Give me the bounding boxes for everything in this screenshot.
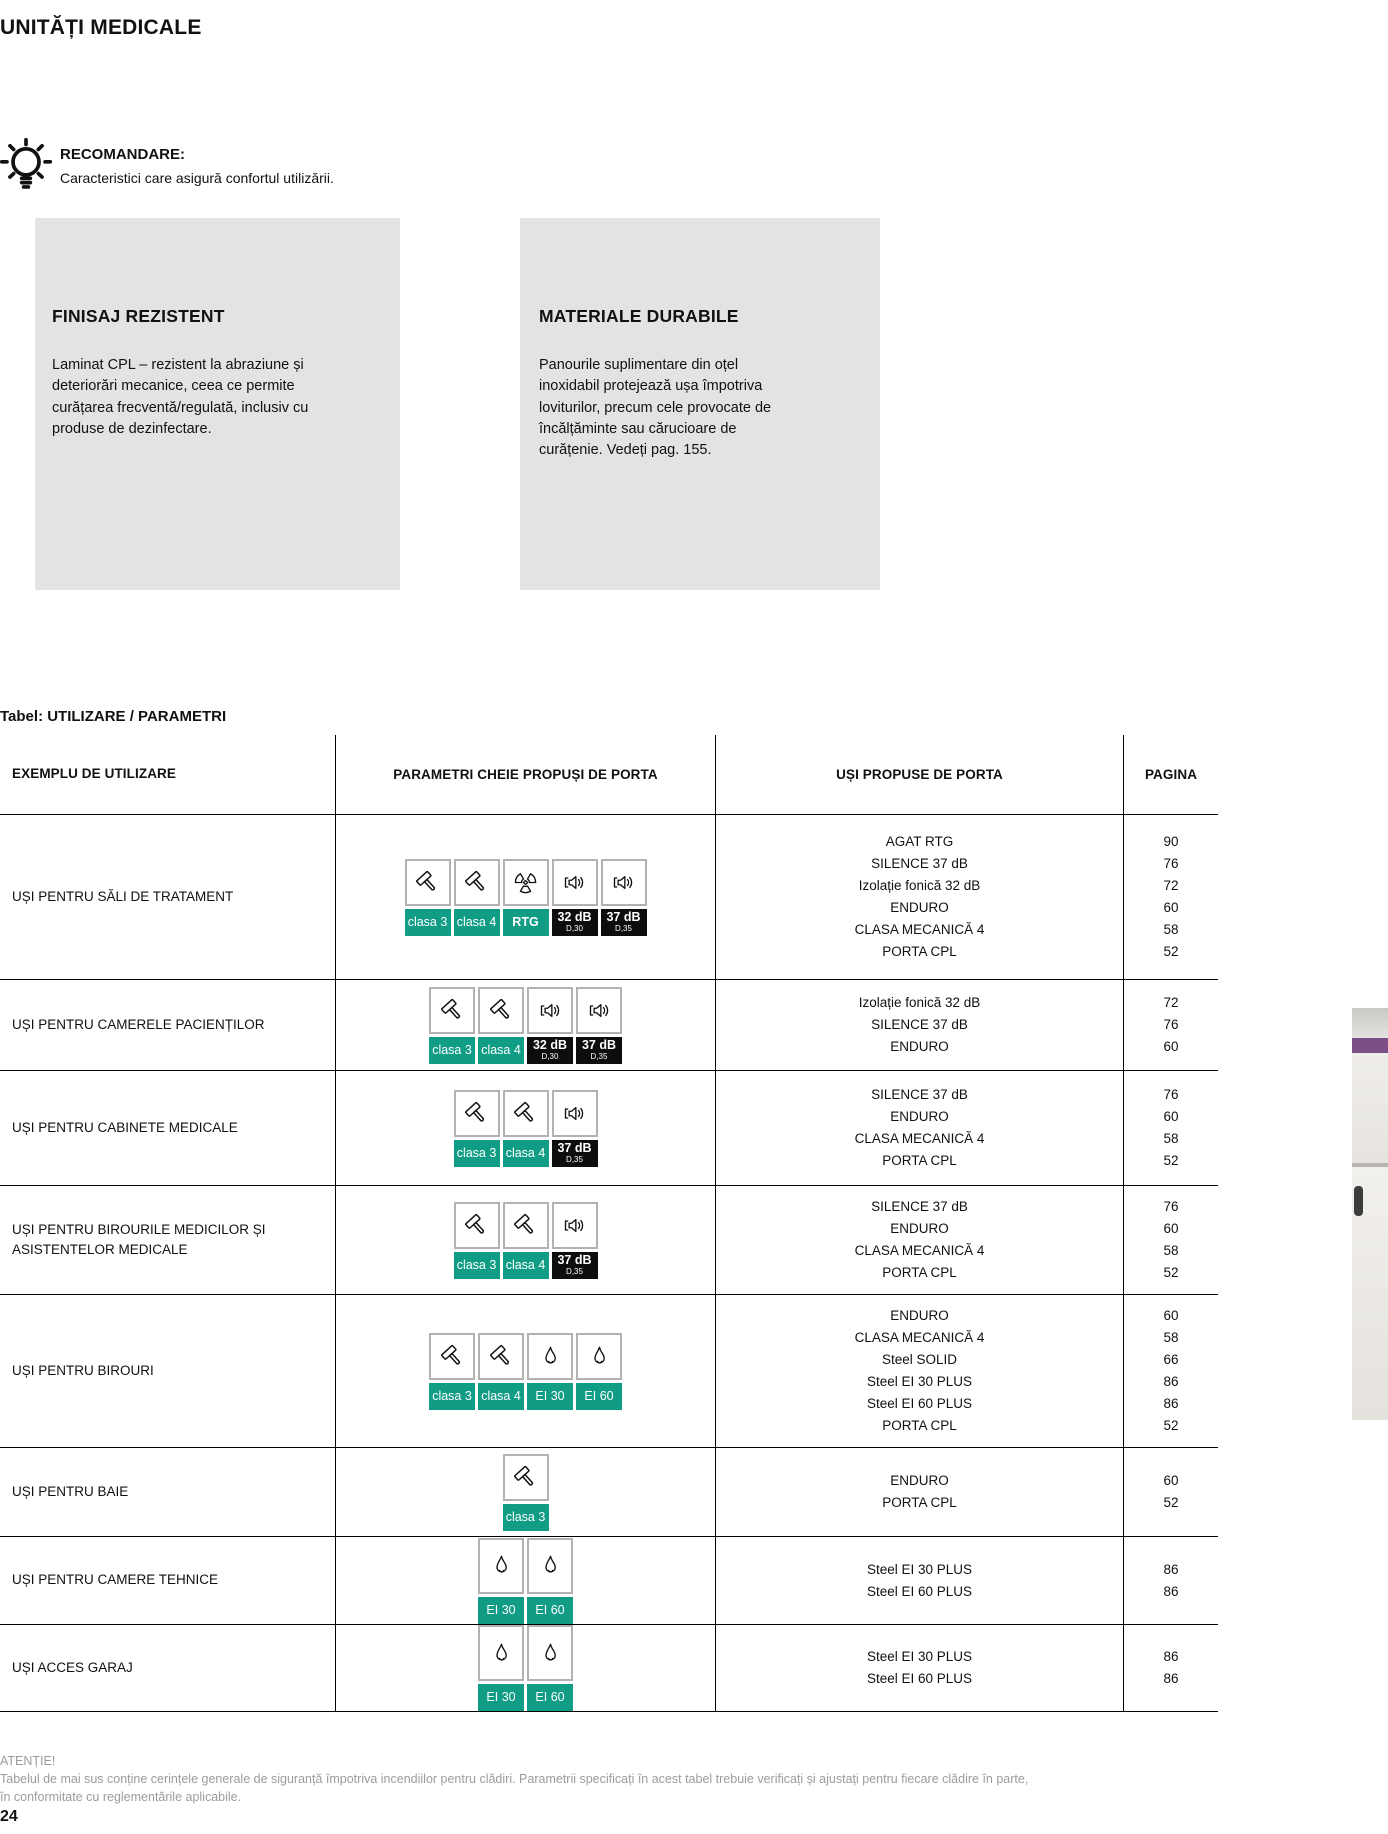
parameter-badge (503, 1504, 549, 1531)
parameter-badge (527, 1684, 573, 1711)
parameter-badge (454, 1140, 500, 1167)
parameters-cell (335, 1186, 715, 1294)
door-page-number: 58 (1163, 1243, 1179, 1258)
door-name: Steel SOLID (881, 1352, 958, 1367)
usage-label: UȘI PENTRU CAMERE TEHNICE (12, 1572, 219, 1588)
parameter-badge (454, 1252, 500, 1279)
door-page-number: 66 (1163, 1352, 1179, 1367)
feature-box-title: FINISAJ REZISTENT (52, 306, 225, 326)
badge-label: clasa 4 (481, 1388, 521, 1403)
door-photo-strip (1352, 1008, 1388, 1420)
parameter-unit (405, 859, 451, 936)
hammer-icon (454, 859, 500, 906)
door-page-number: 58 (1163, 1330, 1179, 1345)
badge-sublabel: D,30 (541, 1052, 559, 1061)
badge-label: EI 60 (535, 1602, 565, 1617)
table-row (0, 1295, 1218, 1448)
parameter-badge (576, 1037, 622, 1064)
speaker-icon (552, 1090, 598, 1137)
door-page-number: 52 (1163, 944, 1179, 959)
parameter-badge (503, 909, 549, 936)
door-name: ENDURO (890, 1221, 949, 1236)
table-row (0, 1448, 1218, 1537)
parameters-cell (335, 980, 715, 1070)
door-page-number: 86 (1163, 1583, 1179, 1599)
hammer-icon (454, 1202, 500, 1249)
badge-label: EI 60 (535, 1690, 565, 1705)
door-name: SILENCE 37 dB (871, 856, 968, 871)
door-name: Steel EI 30 PLUS (866, 1561, 973, 1577)
badge-sublabel: D,30 (566, 924, 583, 933)
parameter-badge (503, 1140, 549, 1167)
door-name: PORTA CPL (882, 944, 957, 959)
page-number: 24 (0, 1808, 18, 1825)
parameter-unit (527, 1538, 573, 1624)
parameter-badge (527, 1383, 573, 1410)
badge-sublabel: D,35 (615, 924, 632, 933)
photo-door-handle (1354, 1186, 1363, 1216)
parameter-badge (429, 1383, 475, 1410)
parameters-cell (335, 1448, 715, 1536)
badge-sublabel: D,35 (566, 1155, 583, 1164)
fire-icon (478, 1625, 524, 1681)
column-header-usage: EXEMPLU DE UTILIZARE (12, 766, 177, 782)
door-name: ENDURO (890, 1473, 949, 1488)
column-header-parameters: PARAMETRI CHEIE PROPUȘI DE PORTA (335, 735, 715, 814)
badge-label: clasa 3 (456, 1257, 497, 1272)
door-name: CLASA MECANICĂ 4 (854, 1131, 985, 1146)
door-page-number: 60 (1163, 1109, 1179, 1124)
badge-label: clasa 3 (456, 1145, 497, 1160)
usage-label: UȘI PENTRU BAIE (12, 1483, 129, 1499)
door-name: Izolație fonică 32 dB (858, 995, 981, 1010)
door-page-number: 86 (1163, 1396, 1179, 1411)
door-name: ENDURO (890, 900, 949, 915)
door-name: ENDURO (890, 1039, 949, 1054)
door-page-number: 52 (1163, 1418, 1179, 1433)
parameter-badge (527, 1597, 573, 1624)
door-name: SILENCE 37 dB (871, 1087, 968, 1102)
door-page-number: 86 (1163, 1374, 1179, 1389)
badge-label: clasa 4 (481, 1042, 521, 1057)
parameter-unit (429, 987, 475, 1064)
badge-label: clasa 3 (432, 1388, 472, 1403)
parameter-icons (454, 1090, 598, 1167)
parameters-cell (335, 815, 715, 979)
table-row (0, 1537, 1218, 1625)
parameter-icons (503, 1454, 549, 1531)
hammer-icon (454, 1090, 500, 1137)
door-name: AGAT RTG (885, 834, 954, 849)
pages-cell (1123, 1537, 1218, 1624)
hammer-icon (429, 1333, 475, 1380)
door-page-number: 60 (1163, 1039, 1179, 1054)
badge-label: 32 dB (557, 910, 592, 924)
parameter-badge (576, 1383, 622, 1410)
table-row (0, 1071, 1218, 1186)
photo-wall (1352, 1053, 1388, 1163)
badge-label: clasa 3 (432, 1042, 472, 1057)
column-header-doors: UȘI PROPUSE DE PORTA (715, 735, 1123, 814)
badge-label: EI 30 (486, 1690, 516, 1705)
parameter-unit (576, 1333, 622, 1410)
pages-cell (1123, 1625, 1218, 1711)
doors-cell (715, 1186, 1123, 1294)
photo-purple-stripe (1352, 1038, 1388, 1053)
radiation-icon (503, 859, 549, 906)
door-page-number: 58 (1163, 1131, 1179, 1146)
parameter-badge (552, 1140, 598, 1167)
parameter-icons (405, 859, 647, 936)
parameter-unit (454, 1090, 500, 1167)
parameter-unit (527, 987, 573, 1064)
usage-label: UȘI PENTRU CAMERELE PACIENȚILOR (12, 1016, 265, 1032)
hammer-icon (503, 1090, 549, 1137)
usage-parameters-table (0, 735, 1218, 1712)
hammer-icon (503, 1202, 549, 1249)
door-name: CLASA MECANICĂ 4 (854, 1330, 985, 1345)
parameter-unit (503, 1454, 549, 1531)
hammer-icon (478, 987, 524, 1034)
parameter-badge (429, 1037, 475, 1064)
doors-cell (715, 815, 1123, 979)
parameter-badge (601, 909, 647, 936)
badge-label: clasa 4 (505, 1145, 546, 1160)
parameter-unit (552, 1202, 598, 1279)
door-name: Steel EI 30 PLUS (866, 1374, 973, 1389)
recommendation-description: Caracteristici care asigură confortul utilizării. (60, 170, 334, 186)
speaker-icon (527, 987, 573, 1034)
parameter-unit (601, 859, 647, 936)
parameters-cell (335, 1071, 715, 1185)
parameter-badge (552, 1252, 598, 1279)
parameter-badge (478, 1383, 524, 1410)
badge-label: 37 dB (581, 1038, 617, 1052)
door-name: PORTA CPL (882, 1418, 957, 1433)
pages-cell (1123, 815, 1218, 979)
badge-label: clasa 3 (505, 1509, 546, 1524)
speaker-icon (552, 859, 598, 906)
attention-label: ATENȚIE! (0, 1754, 56, 1768)
door-name: Izolație fonică 32 dB (858, 878, 981, 893)
parameter-badge (454, 909, 500, 936)
table-caption: Tabel: UTILIZARE / PARAMETRI (0, 708, 227, 725)
pages-cell (1123, 980, 1218, 1070)
parameters-cell (335, 1537, 715, 1624)
speaker-icon (552, 1202, 598, 1249)
table-header-row (0, 735, 1218, 815)
parameters-cell (335, 1295, 715, 1447)
door-page-number: 76 (1163, 856, 1179, 871)
door-page-number: 86 (1163, 1671, 1179, 1686)
feature-box-finisaj (35, 218, 400, 590)
doors-cell (715, 1071, 1123, 1185)
parameter-unit (576, 987, 622, 1064)
recommendation-label: RECOMANDARE: (60, 146, 185, 163)
door-name: Steel EI 30 PLUS (866, 1649, 973, 1664)
pages-cell (1123, 1071, 1218, 1185)
door-name: Steel EI 60 PLUS (866, 1671, 973, 1686)
door-name: Steel EI 60 PLUS (866, 1396, 973, 1411)
badge-label: 37 dB (557, 1253, 592, 1267)
badge-label: 37 dB (606, 910, 641, 924)
door-page-number: 90 (1163, 834, 1179, 849)
door-page-number: 76 (1163, 1017, 1179, 1032)
fire-icon (478, 1538, 524, 1594)
parameter-badge (552, 909, 598, 936)
table-row (0, 1625, 1218, 1712)
parameter-unit (527, 1625, 573, 1711)
feature-box-title: MATERIALE DURABILE (539, 306, 739, 326)
parameter-icons (454, 1202, 598, 1279)
parameter-unit (552, 1090, 598, 1167)
table-row (0, 980, 1218, 1071)
badge-label: RTG (512, 914, 539, 929)
doors-cell (715, 1625, 1123, 1711)
hammer-icon (503, 1454, 549, 1501)
attention-text-line1: Tabelul de mai sus conține cerințele generale de siguranță împotriva incendiilor pentru clădiri. Parametrii specificați în acest tabel trebuie verificați și ajustați pentru fiecare clădire în parte, (0, 1772, 1029, 1786)
door-page-number: 52 (1163, 1153, 1179, 1168)
fire-icon (576, 1333, 622, 1380)
door-name: PORTA CPL (882, 1495, 957, 1510)
door-name: SILENCE 37 dB (871, 1199, 968, 1214)
usage-label: UȘI PENTRU SĂLI DE TRATAMENT (12, 888, 234, 904)
badge-label: 32 dB (532, 1038, 568, 1052)
fire-icon (527, 1625, 573, 1681)
parameter-badge (478, 1597, 524, 1624)
parameter-badge (503, 1252, 549, 1279)
parameter-unit (429, 1333, 475, 1410)
door-name: ENDURO (890, 1308, 949, 1323)
parameter-badge (527, 1037, 573, 1064)
usage-label: UȘI PENTRU BIROURI (12, 1362, 154, 1378)
lightbulb-icon (0, 136, 52, 192)
pages-cell (1123, 1295, 1218, 1447)
parameter-unit (454, 859, 500, 936)
door-page-number: 60 (1163, 1221, 1179, 1236)
usage-label: UȘI PENTRU CABINETE MEDICALE (12, 1119, 238, 1135)
hammer-icon (478, 1333, 524, 1380)
parameters-cell (335, 1625, 715, 1711)
badge-label: clasa 3 (407, 914, 448, 929)
hammer-icon (405, 859, 451, 906)
door-page-number: 52 (1163, 1495, 1179, 1510)
door-name: CLASA MECANICĂ 4 (854, 922, 985, 937)
feature-box-body: Panourile suplimentare din oțel inoxidabil protejează ușa împotriva loviturilor, precum cele provocate de încălțăminte sau cărucioare de curățenie. Vedeți pag. 155. (539, 357, 772, 459)
doors-cell (715, 1537, 1123, 1624)
attention-text-line2: în conformitate cu reglementările aplicabile. (0, 1790, 242, 1804)
usage-label: UȘI ACCES GARAJ (12, 1659, 133, 1675)
parameter-unit (478, 1625, 524, 1711)
badge-label: clasa 4 (456, 914, 497, 929)
door-name: PORTA CPL (882, 1153, 957, 1168)
doors-cell (715, 1295, 1123, 1447)
parameter-unit (503, 1202, 549, 1279)
table-row (0, 815, 1218, 980)
parameter-unit (478, 1333, 524, 1410)
door-page-number: 86 (1163, 1561, 1179, 1577)
door-page-number: 52 (1163, 1265, 1179, 1280)
attention-note (0, 1752, 1380, 1806)
parameter-unit (454, 1202, 500, 1279)
door-page-number: 58 (1163, 922, 1179, 937)
door-page-number: 60 (1163, 900, 1179, 915)
parameter-unit (503, 1090, 549, 1167)
parameter-badge (405, 909, 451, 936)
parameter-badge (478, 1037, 524, 1064)
parameter-unit (478, 987, 524, 1064)
door-name: SILENCE 37 dB (871, 1017, 968, 1032)
recommendation-text (60, 136, 334, 192)
door-name: ENDURO (890, 1109, 949, 1124)
badge-label: clasa 4 (505, 1257, 546, 1272)
table-body (0, 815, 1218, 1712)
table-row (0, 1186, 1218, 1295)
door-page-number: 60 (1163, 1308, 1179, 1323)
door-page-number: 72 (1163, 995, 1179, 1010)
speaker-icon (601, 859, 647, 906)
usage-label: UȘI PENTRU BIROURILE MEDICILOR ȘI ASISTENTELOR MEDICALE (12, 1221, 266, 1257)
door-name: Steel EI 60 PLUS (866, 1583, 973, 1599)
parameter-badge (478, 1684, 524, 1711)
badge-sublabel: D,35 (566, 1267, 583, 1276)
parameter-icons (429, 987, 622, 1064)
parameter-unit (503, 859, 549, 936)
door-page-number: 60 (1163, 1473, 1179, 1488)
parameter-icons (478, 1625, 573, 1711)
photo-ceiling (1352, 1008, 1388, 1038)
door-page-number: 86 (1163, 1649, 1179, 1664)
column-header-page: PAGINA (1123, 735, 1218, 814)
parameter-icons (478, 1538, 573, 1624)
parameter-unit (478, 1538, 524, 1624)
door-name: PORTA CPL (882, 1265, 957, 1280)
parameter-icons (429, 1333, 622, 1410)
page-title: UNITĂȚI MEDICALE (0, 16, 202, 40)
badge-sublabel: D,35 (590, 1052, 608, 1061)
door-name: CLASA MECANICĂ 4 (854, 1243, 985, 1258)
badge-label: EI 60 (584, 1388, 614, 1403)
door-page-number: 76 (1163, 1199, 1179, 1214)
badge-label: EI 30 (535, 1388, 565, 1403)
fire-icon (527, 1538, 573, 1594)
feature-box-materiale (520, 218, 880, 590)
badge-label: EI 30 (486, 1602, 516, 1617)
parameter-unit (527, 1333, 573, 1410)
badge-label: 37 dB (557, 1141, 592, 1155)
doors-cell (715, 1448, 1123, 1536)
pages-cell (1123, 1448, 1218, 1536)
door-page-number: 76 (1163, 1087, 1179, 1102)
feature-box-body: Laminat CPL – rezistent la abraziune și deteriorări mecanice, ceea ce permite curățarea frecventă/regulată, inclusiv cu produse de dezinfectare. (52, 357, 309, 437)
speaker-icon (576, 987, 622, 1034)
door-page-number: 72 (1163, 878, 1179, 893)
fire-icon (527, 1333, 573, 1380)
parameter-unit (552, 859, 598, 936)
hammer-icon (429, 987, 475, 1034)
doors-cell (715, 980, 1123, 1070)
recommendation-block (0, 136, 334, 192)
pages-cell (1123, 1186, 1218, 1294)
